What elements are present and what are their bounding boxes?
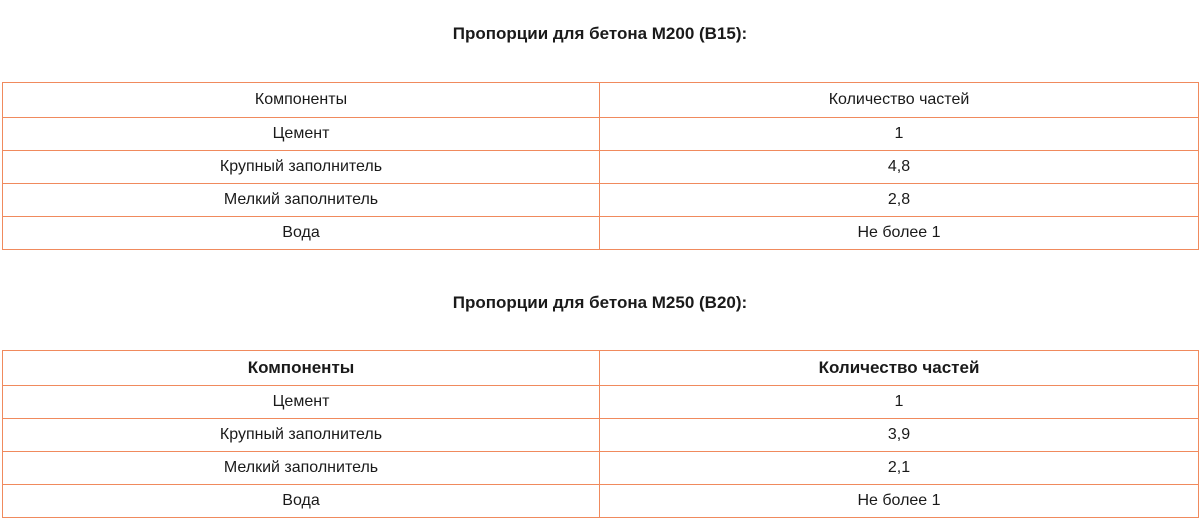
section-title-m250: Пропорции для бетона М250 (В20): [452,293,748,312]
table-row [3,118,1199,151]
component-cell: Мелкий заполнитель [3,452,600,485]
parts-cell: Не более 1 [600,485,1199,518]
proportions-table-m200 [2,82,1199,250]
header-parts-count: Количество частей [600,83,1199,118]
table-row [3,419,1199,452]
parts-cell: 3,9 [600,419,1199,452]
parts-cell: 1 [600,118,1199,151]
parts-cell: 2,8 [600,184,1199,217]
table-row [3,217,1199,250]
table-header-row [3,83,1199,118]
table-row [3,151,1199,184]
table-row [3,452,1199,485]
table-row [3,485,1199,518]
component-cell: Крупный заполнитель [3,151,600,184]
parts-cell: 1 [600,386,1199,419]
parts-cell: 4,8 [600,151,1199,184]
table-header-row [3,351,1199,386]
component-cell: Цемент [3,386,600,419]
component-cell: Вода [3,485,600,518]
parts-cell: Не более 1 [600,217,1199,250]
header-components: Компоненты [3,351,600,386]
parts-cell: 2,1 [600,452,1199,485]
header-components: Компоненты [3,83,600,118]
header-parts-count: Количество частей [600,351,1199,386]
component-cell: Цемент [3,118,600,151]
table-row [3,386,1199,419]
section-title-m200: Пропорции для бетона М200 (В15): [452,24,748,43]
proportions-table-m250 [2,350,1199,518]
table-row [3,184,1199,217]
component-cell: Вода [3,217,600,250]
component-cell: Мелкий заполнитель [3,184,600,217]
component-cell: Крупный заполнитель [3,419,600,452]
